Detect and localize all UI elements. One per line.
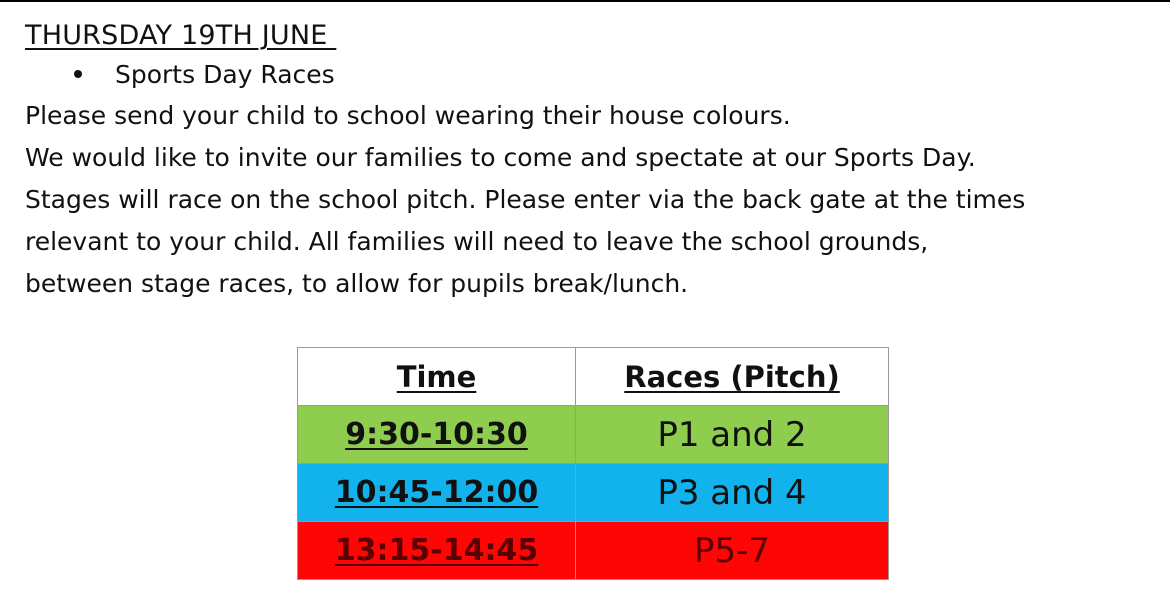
table-row — [298, 522, 889, 580]
races-cell: P5-7 — [576, 522, 889, 580]
races-column-header: Races (Pitch) — [576, 348, 889, 406]
time-cell: 9:30-10:30 — [298, 406, 576, 464]
races-cell: P3 and 4 — [576, 464, 889, 522]
info-line-2: We would like to invite our families to come and spectate at our Sports Day. — [25, 143, 976, 172]
bullet-text: Sports Day Races — [115, 60, 335, 89]
info-line-3: Stages will race on the school pitch. Please enter via the back gate at the times — [25, 185, 1026, 214]
date-heading: THURSDAY 19TH JUNE — [25, 20, 337, 51]
top-border-line — [0, 0, 1170, 2]
info-line-4: relevant to your child. All families will need to leave the school grounds, — [25, 227, 929, 256]
table-row — [298, 464, 889, 522]
time-cell: 13:15-14:45 — [298, 522, 576, 580]
bullet-item — [25, 55, 1165, 95]
table-row — [298, 406, 889, 464]
race-schedule — [297, 347, 889, 580]
races-cell: P1 and 2 — [576, 406, 889, 464]
info-line-5: between stage races, to allow for pupils break/lunch. — [25, 269, 689, 298]
race-schedule-table — [297, 347, 889, 580]
notice-section — [25, 17, 1165, 305]
time-cell: 10:45-12:00 — [298, 464, 576, 522]
bullet-list — [25, 55, 1165, 95]
info-line-1: Please send your child to school wearing their house colours. — [25, 101, 791, 130]
bullet-dot-icon — [74, 70, 82, 78]
time-column-header: Time — [298, 348, 576, 406]
table-header-row — [298, 348, 889, 406]
